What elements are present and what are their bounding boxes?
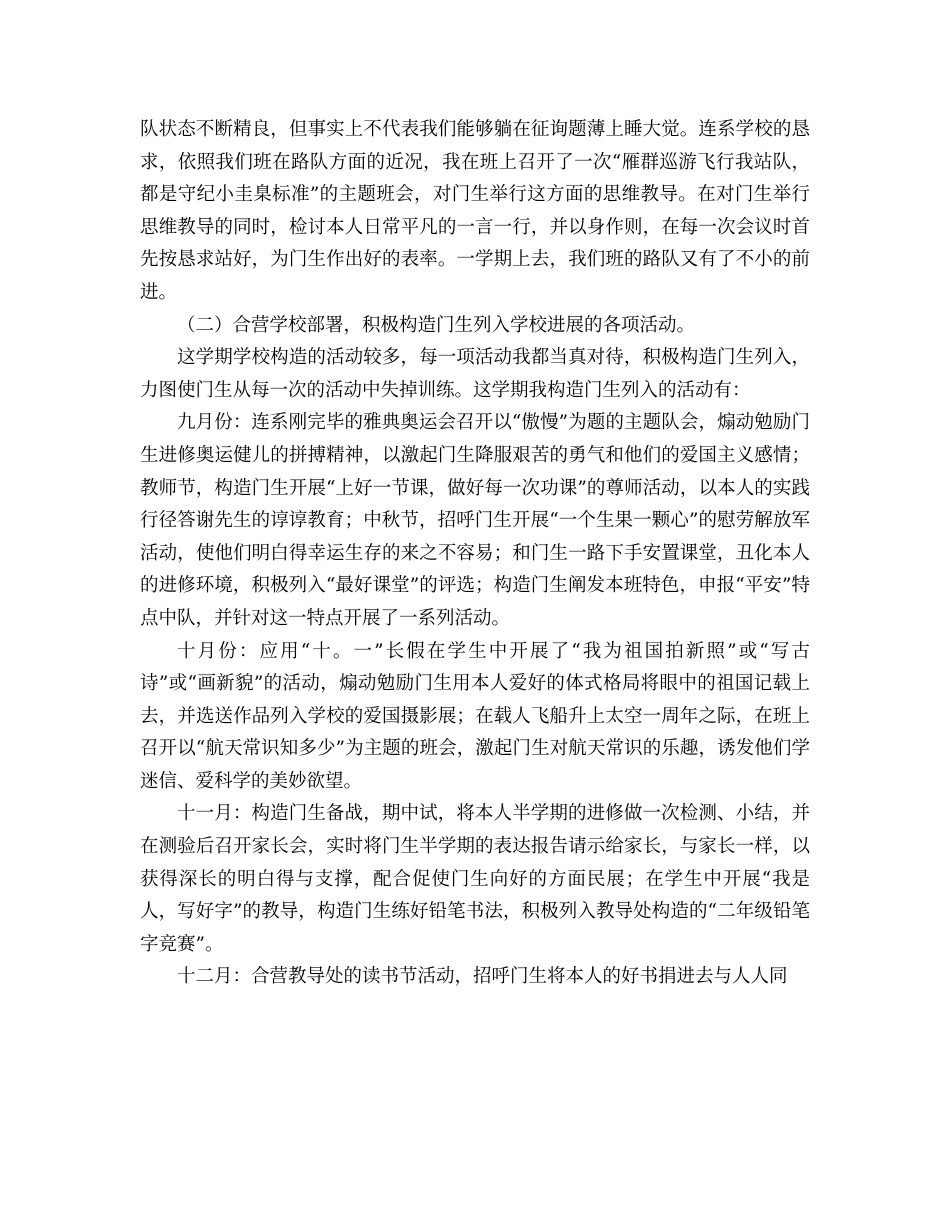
paragraph-september: 九月份：连系刚完毕的雅典奥运会召开以“傲慢”为题的主题队会，煽动勉励门生进修奥运健儿的拼搏精神，以激起门生降服艰苦的勇气和他们的爱国主义感情；教师节，构造门生开展“上好一节课，做好每一次功课”的尊师活动，以本人的实践行径答谢先生的谆谆教育；中秋节，招呼门生开展“一个生果一颗心”的慰劳解放军活动，使他们明白得幸运生存的来之不容易；和门生一路下手安置课堂，丑化本人的进修环境，积极列入“最好课堂”的评选；构造门生阐发本班特色，申报“平安”特点中队，并针对这一特点开展了一系列活动。	[140, 412, 810, 629]
paragraph-road-team: 队状态不断精良，但事实上不代表我们能够躺在征询题薄上睡大觉。连系学校的恳求，依照我们班在路队方面的近况，我在班上召开了一次“雁群巡游飞行我站队，都是守纪小圭臬标准”的主题班会，对门生举行这方面的思维教导。在对门生举行思维教导的同时，检讨本人日常平凡的一言一行，并以身作则，在每一次会议时首先按恳求站好，为门生作出好的表率。一学期上去，我们班的路队又有了不小的前进。	[140, 119, 810, 303]
paragraph-october: 十月份：应用“十。一”长假在学生中开展了“我为祖国拍新照”或“写古诗”或“画新貌”的活动，煽动勉励门生用本人爱好的体式格局将眼中的祖国记载上去，并选送作品列入学校的爱国摄影展；在载人飞船升上太空一周年之际，在班上召开以“航天常识知多少”为主题的班会，激起门生对航天常识的乐趣，诱发他们学迷信、爱科学的美妙欲望。	[140, 640, 810, 792]
paragraph-activities-intro: 这学期学校构造的活动较多，每一项活动我都当真对待，积极构造门生列入，力图使门生从每一次的活动中失掉训练。这学期我构造门生列入的活动有：	[140, 347, 810, 401]
paragraph-december: 十二月：合营教导处的读书节活动，招呼门生将本人的好书捐进去与人人同	[177, 966, 788, 988]
section-heading-school-activities: （二）合营学校部署，积极构造门生列入学校进展的各项活动。	[177, 314, 696, 336]
document-page	[140, 114, 810, 994]
paragraph-november: 十一月：构造门生备战，期中试，将本人半学期的进修做一次检测、小结，并在测验后召开家长会，实时将门生半学期的表达报告请示给家长，与家长一样，以获得深长的明白得与支撑，配合促使门生向好的方面民展；在学生中开展“我是人，写好字”的教导，构造门生练好铅笔书法，积极列入教导处构造的“二年级铅笔字竞赛”。	[140, 803, 810, 955]
